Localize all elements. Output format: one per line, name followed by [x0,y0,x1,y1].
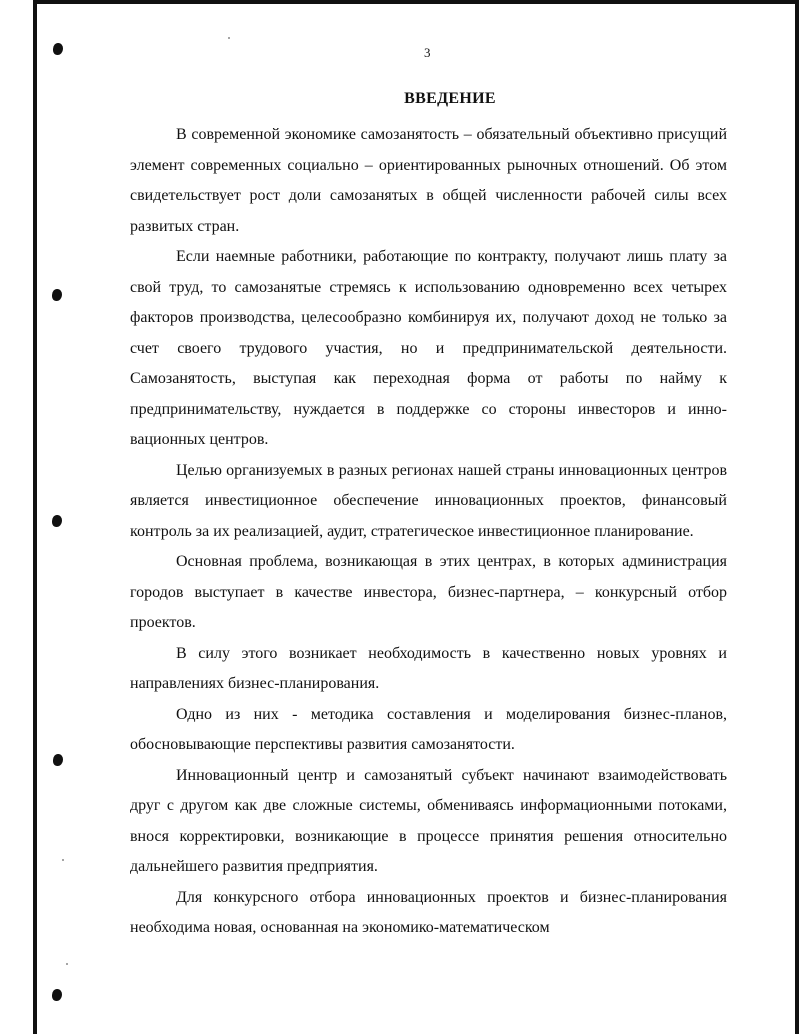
scan-border-right [795,0,799,1034]
page-number: 3 [424,45,431,60]
paragraph: Для конкурсного отбора инновационных проектов и бизнес-планирования необходима новая, основанная на экономико-математическом [130,888,727,936]
punch-hole-mark [53,43,63,55]
scan-speck [62,859,64,861]
scan-border-top [33,0,799,4]
paragraph: Если наемные работники, работающие по контракту, получают лишь плату за свой труд, то самозанятые стремясь к использованию одновременно всех четырех факторов производства, целесообразно комбинируя их, получают доход не только за счет своего трудового участия, но и предпринимательской деятельности. Самозанятость, выступая как переходная форма от работы по найму к предпринимательству, нуждается в поддержке со стороны инвесторов и инновационных центров. [130,248,727,448]
paragraph: Целью организуемых в разных регионах нашей страны инновационных центров является инвестиционное обеспечение инновационных проектов, финансовый контроль за их реализацией, аудит, стратегическое инвестиционное планирование. [130,461,727,540]
scan-speck [66,963,68,965]
punch-hole-mark [53,754,63,766]
paragraph: Одно из них - методика составления и моделирования бизнес-планов, обосновывающие перспективы развития самозанятости. [130,705,727,753]
paragraph: Инновационный центр и самозанятый субъект начинают взаимодействовать друг с другом как две сложные системы, обмениваясь информационными потоками, внося корректировки, возникающие в процессе принятия решения относительно дальнейшего развития предприятия. [130,766,727,875]
body-text [130,120,727,944]
punch-hole-mark [52,515,62,527]
paragraph: Основная проблема, возникающая в этих центрах, в которых администрация городов выступает в качестве инвестора, бизнес-партнера, – конкурсный отбор проектов. [130,553,727,631]
punch-hole-mark [52,989,62,1001]
paragraph: В современной экономике самозанятость – обязательный объективно присущий элемент современных социально – ориентированных рыночных отношений. Об этом свидетельствует рост доли самозанятых в общей численности рабочей силы всех развитых стран. [130,126,727,235]
page-title: ВВЕДЕНИЕ [404,90,496,107]
scan-speck [228,37,230,39]
scan-border-left [33,0,37,1034]
paragraph: В силу этого возникает необходимость в качественно новых уровнях и направлениях бизнес-планирования. [130,644,727,692]
punch-hole-mark [52,289,62,301]
